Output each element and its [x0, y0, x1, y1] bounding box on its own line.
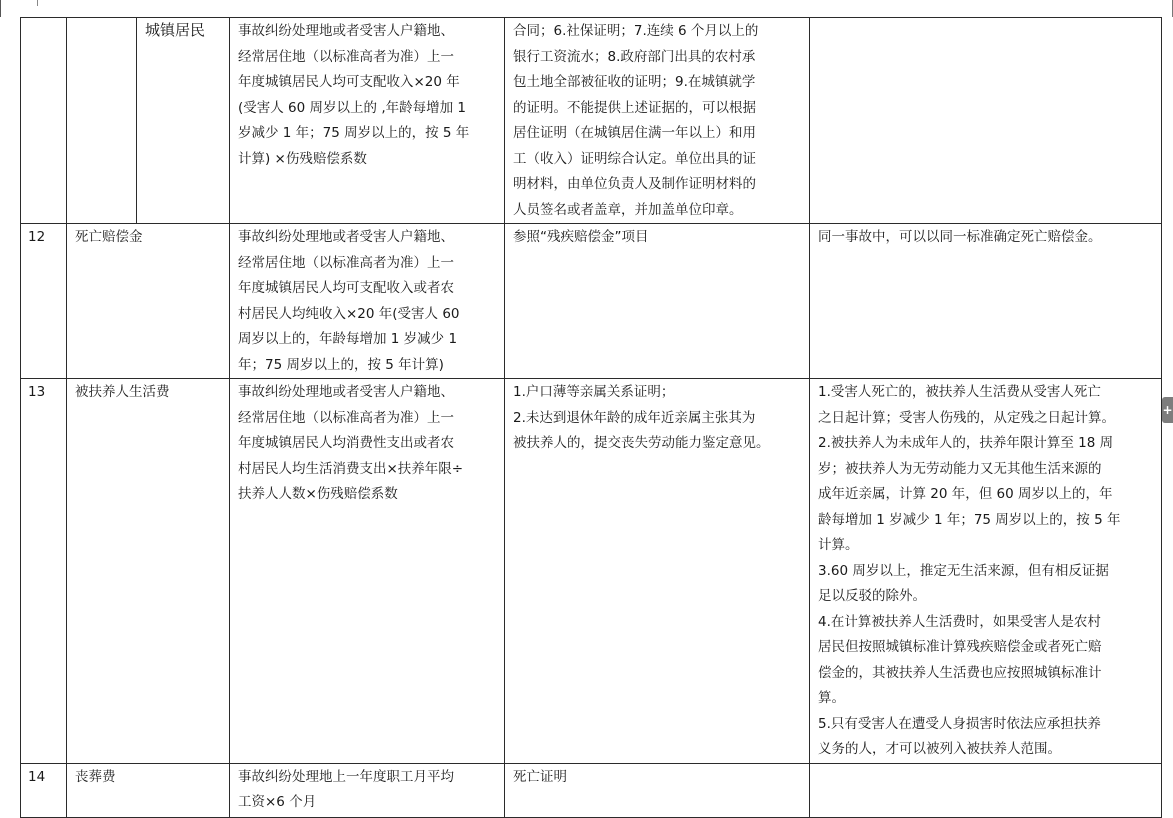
note-line: 龄每增加 1 岁减少 1 年；75 周岁以上的，按 5 年 — [818, 511, 1121, 528]
note-line: 算。 — [818, 690, 845, 706]
row-number: 13 — [28, 384, 46, 400]
cell-number — [21, 763, 67, 817]
evidence-line: 的证明。不能提供上述证据的，可以根据 — [513, 99, 756, 116]
note-text: 同一事故中，可以以同一标准确定死亡赔偿金。 — [818, 229, 1102, 245]
formula-line: 事故纠纷处理地或者受害人户籍地、 — [238, 229, 454, 245]
note-line: 之日起计算；受害人伤残的，从定残之日起计算。 — [818, 409, 1115, 426]
row-number: 14 — [28, 768, 46, 785]
cell-evidence — [505, 379, 810, 764]
table-row-death-compensation — [21, 224, 1162, 379]
note-line: 3.60 周岁以上，推定无生活来源，但有相反证据 — [818, 562, 1109, 579]
formula-line: (受害人 60 周岁以上的 ,年龄每增加 1 — [238, 99, 466, 116]
formula-line: 事故纠纷处理地或者受害人户籍地、 — [238, 23, 454, 39]
cell-item — [67, 18, 137, 224]
table-row-funeral-expenses — [21, 763, 1162, 817]
note-line: 计算。 — [818, 537, 859, 553]
formula-line: 事故纠纷处理地上一年度职工月平均 — [238, 768, 454, 785]
formula-line: 村居民人均生活消费支出×扶养年限÷ — [238, 460, 464, 477]
note-line: 义务的人，才可以被列入被扶养人范围。 — [818, 741, 1061, 757]
note-line: 4.在计算被扶养人生活费时，如果受害人是农村 — [818, 613, 1101, 630]
cell-formula — [230, 763, 505, 817]
formula-line: 扶养人人数×伤残赔偿系数 — [238, 486, 398, 502]
formula-line: 工资×6 个月 — [238, 794, 317, 810]
formula-line: 经常居住地（以标准高者为准）上一 — [238, 254, 454, 271]
cell-evidence — [505, 224, 810, 379]
evidence-line: 1.户口薄等亲属关系证明； — [513, 384, 675, 400]
cell-evidence — [505, 18, 810, 224]
evidence-line: 合同；6.社保证明；7.连续 6 个月以上的 — [513, 23, 759, 39]
compensation-table — [20, 17, 1162, 818]
subcategory-label: 城镇居民 — [145, 21, 206, 39]
formula-line: 年度城镇居民人均消费性支出或者农 — [238, 435, 454, 451]
cell-item — [67, 763, 230, 817]
cell-number — [21, 379, 67, 764]
cell-item — [67, 224, 230, 379]
evidence-text: 参照“残疾赔偿金”项目 — [513, 229, 649, 245]
cell-number — [21, 224, 67, 379]
note-line: 5.只有受害人在遭受人身损害时依法应承担扶养 — [818, 715, 1101, 732]
cell-note — [810, 18, 1162, 224]
note-line: 居民但按照城镇标准计算残疾赔偿金或者死亡赔 — [818, 639, 1102, 655]
item-name: 死亡赔偿金 — [75, 229, 143, 245]
formula-line: 经常居住地（以标准高者为准）上一 — [238, 48, 454, 65]
formula-line: 年；75 周岁以上的，按 5 年计算) — [238, 356, 444, 373]
formula-line: 周岁以上的，年龄每增加 1 岁减少 1 — [238, 331, 458, 347]
plus-icon[interactable] — [1162, 397, 1173, 423]
cell-formula — [230, 379, 505, 764]
item-name: 丧葬费 — [75, 768, 116, 785]
evidence-line: 包土地全部被征收的证明；9.在城镇就学 — [513, 74, 756, 90]
formula-line: 经常居住地（以标准高者为准）上一 — [238, 409, 454, 426]
note-line: 1.受害人死亡的，被扶养人生活费从受害人死亡 — [818, 384, 1101, 400]
page-top-edge — [0, 0, 1173, 18]
evidence-line: 居住证明（在城镇居住满一年以上）和用 — [513, 125, 756, 141]
evidence-text: 死亡证明 — [513, 768, 567, 785]
evidence-line: 工（收入）证明综合认定。单位出具的证 — [513, 150, 756, 167]
cell-subcategory — [137, 18, 230, 224]
cell-note — [810, 763, 1162, 817]
formula-line: 事故纠纷处理地或者受害人户籍地、 — [238, 384, 454, 400]
evidence-line: 被扶养人的，提交丧失劳动能力鉴定意见。 — [513, 435, 770, 451]
note-line: 成年近亲属，计算 20 年，但 60 周岁以上的，年 — [818, 486, 1113, 502]
formula-line: 计算) ×伤残赔偿系数 — [238, 150, 367, 167]
table-row-urban-residents — [21, 18, 1162, 224]
note-line: 岁；被扶养人为无劳动能力又无其他生活来源的 — [818, 460, 1102, 477]
evidence-line: 明材料，由单位负责人及制作证明材料的 — [513, 176, 756, 192]
cell-item — [67, 379, 230, 764]
table-row-dependent-living-expenses — [21, 379, 1162, 764]
formula-line: 年度城镇居民人均可支配收入×20 年 — [238, 74, 460, 90]
formula-line: 岁减少 1 年；75 周岁以上的，按 5 年 — [238, 125, 470, 141]
note-line: 足以反驳的除外。 — [818, 588, 926, 604]
row-number: 12 — [28, 229, 46, 245]
note-line: 偿金的，其被扶养人生活费也应按照城镇标准计 — [818, 664, 1102, 681]
page-edge-left — [0, 0, 1, 17]
formula-line: 村居民人均纯收入×20 年(受害人 60 — [238, 305, 460, 322]
evidence-line: 2.未达到退休年龄的成年近亲属主张其为 — [513, 409, 756, 426]
cell-evidence — [505, 763, 810, 817]
evidence-line: 人员签名或者盖章，并加盖单位印章。 — [513, 201, 743, 218]
item-name: 被扶养人生活费 — [75, 384, 170, 400]
plus-glyph: + — [1162, 403, 1173, 417]
cell-formula — [230, 18, 505, 224]
page-corner-tick — [37, 0, 38, 6]
cell-number — [21, 18, 67, 224]
evidence-line: 银行工资流水；8.政府部门出具的农村承 — [513, 48, 756, 65]
cell-note — [810, 224, 1162, 379]
cell-note — [810, 379, 1162, 764]
note-line: 2.被扶养人为未成年人的，扶养年限计算至 18 周 — [818, 435, 1114, 451]
cell-formula — [230, 224, 505, 379]
formula-line: 年度城镇居民人均可支配收入或者农 — [238, 280, 454, 296]
